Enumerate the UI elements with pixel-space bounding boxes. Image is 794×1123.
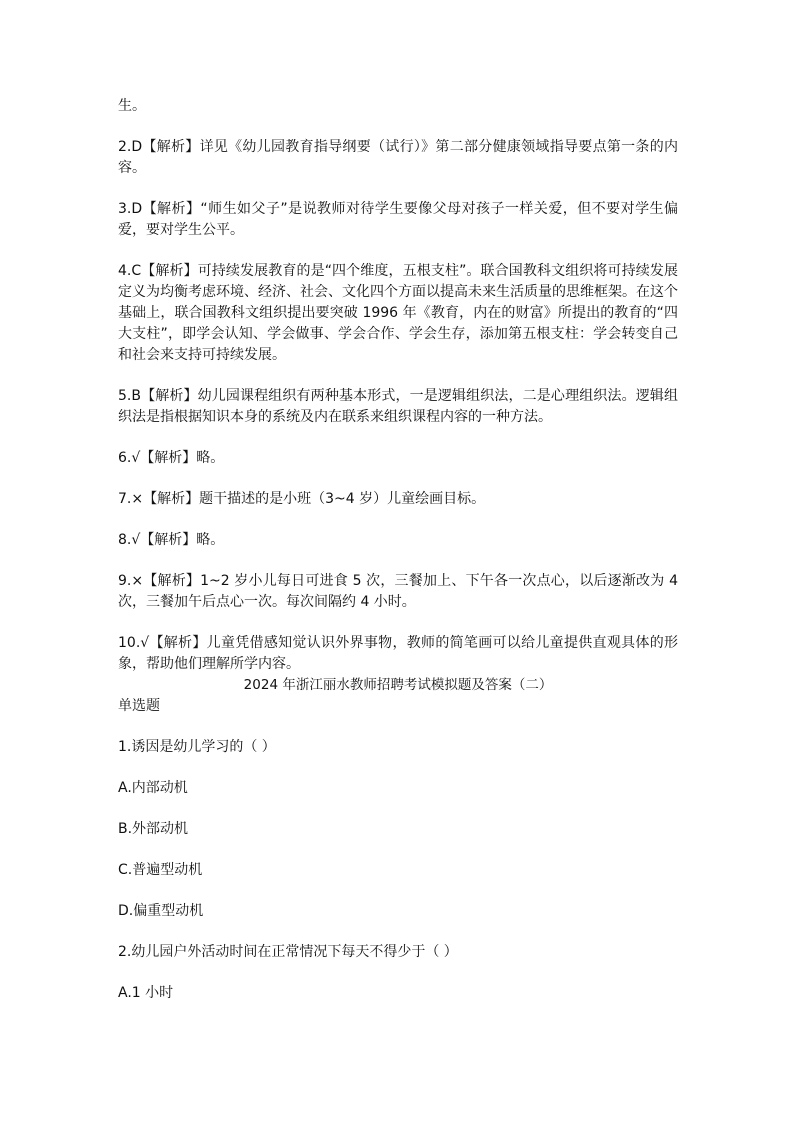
answer-paragraph: 9.×【解析】1~2 岁小儿每日可进食 5 次，三餐加上、下午各一次点心，以后逐渐改为 4 次，三餐加午后点心一次。每次间隔约 4 小时。 xyxy=(118,573,678,610)
answer-paragraph: 8.√【解析】略。 xyxy=(118,532,225,548)
question-option: A.内部动机 xyxy=(118,780,188,796)
question-option: B.外部动机 xyxy=(118,821,189,837)
question-stem: 2.幼儿园户外活动时间在正常情况下每天不得少于（ ） xyxy=(118,944,458,960)
answer-paragraph: 3.D【解析】“师生如父子”是说教师对待学生要像父母对孩子一样关爱，但不要对学生偏爱，要对学生公平。 xyxy=(118,201,678,238)
question-option: C.普遍型动机 xyxy=(118,862,203,878)
question-option: A.1 小时 xyxy=(118,985,174,1001)
answer-paragraph: 7.×【解析】题干描述的是小班（3~4 岁）儿童绘画目标。 xyxy=(118,491,486,507)
answer-paragraph: 生。 xyxy=(118,98,146,114)
question-option: D.偏重型动机 xyxy=(118,903,204,919)
exam-title: 2024 年浙江丽水教师招聘考试模拟题及答案（二） xyxy=(243,677,553,693)
answer-paragraph: 5.B【解析】幼儿园课程组织有两种基本形式，一是逻辑组织法，二是心理组织法。逻辑组织法是指根据知识本身的系统及内在联系来组织课程内容的一种方法。 xyxy=(118,388,678,425)
answer-paragraph: 6.√【解析】略。 xyxy=(118,450,225,466)
document-page xyxy=(118,96,678,1024)
section-label: 单选题 xyxy=(118,698,160,714)
question-stem: 1.诱因是幼儿学习的（ ） xyxy=(118,739,276,755)
answer-paragraph: 2.D【解析】详见《幼儿园教育指导纲要（试行）》第二部分健康领域指导要点第一条的内容。 xyxy=(118,139,678,176)
answer-paragraph: 4.C【解析】可持续发展教育的是“四个维度，五根支柱”。联合国教科文组织将可持续发展定义为均衡考虑环境、经济、社会、文化四个方面以提高未来生活质量的思维框架。在这个基础上，联合国教科文组织提出要突破 1996 年《教育，内在的财富》所提出的教育的“四大支柱”，即学会认知、学会做事、学会合作、学会生存，添加第五根支柱：学会转变自己和社会来支持可持续发展。 xyxy=(118,263,678,363)
answer-paragraph: 10.√【解析】儿童凭借感知觉认识外界事物，教师的简笔画可以给儿童提供直观具体的形象，帮助他们理解所学内容。 xyxy=(118,635,678,672)
